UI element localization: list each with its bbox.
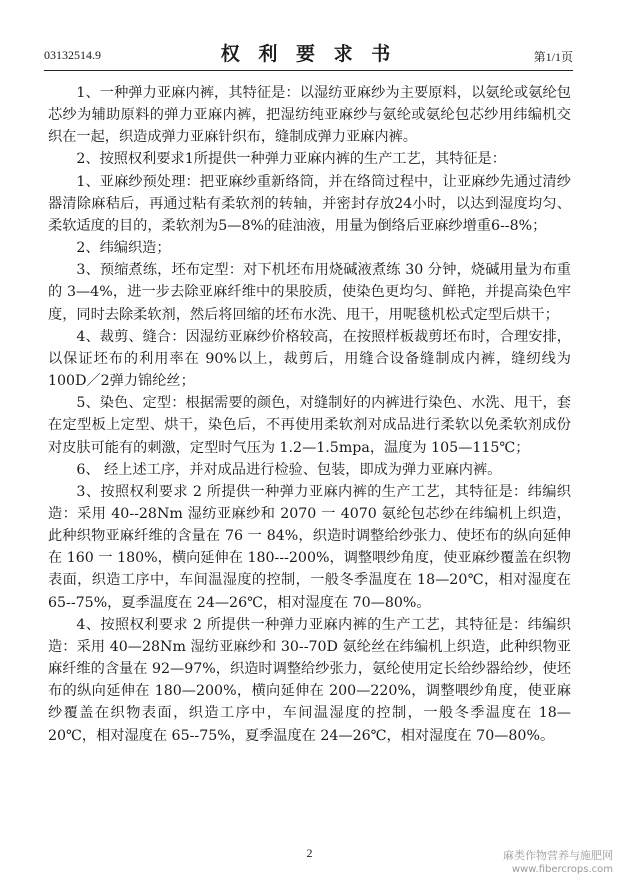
claims-body	[48, 82, 571, 747]
claim-2-step-4: 4、裁剪、缝合：因湿纺亚麻纱价格较高，在按照样板裁剪坯布时，合理安排，以保证坯布的利用率在 90%以上，裁剪后，用缝合设备缝制成内裤，缝纫线为100D／2弹力锦纶丝；	[48, 328, 571, 390]
claim-2: 2、按照权利要求1所提供一种弹力亚麻内裤的生产工艺，其特征是：	[76, 151, 506, 168]
page-indicator: 第1/1页	[533, 50, 573, 64]
claim-4: 4、按照权利要求 2 所提供一种弹力亚麻内裤的生产工艺，其特征是：纬编织造：采用 40—28Nm 湿纺亚麻纱和 30--70D 氨纶丝在纬编机上织造，此种织物亚麻纤维的含量在 92—97%，织造时调整给纱张力，氨纶使用定长给纱器给纱，使坯布的纵向延伸在 180—200%，横向延伸在 200—220%，调整喂纱角度，使亚麻纱覆盖在织物表面，织造工序中，车间温湿度的控制，一般冬季温度在 18—20℃，相对湿度在 65--75%，夏季温度在 24—26℃，相对湿度在 70—80%。	[48, 616, 571, 744]
page-number: 2	[306, 846, 313, 860]
claim-2-step-5: 5、染色、定型：根据需要的颜色，对缝制好的内裤进行染色、水洗、甩干，套在定型板上定型、烘干，染色后，不再使用柔软剂对成品进行柔软以免柔软剂成份对皮肤可能有的刺激，定型时气压为 1.2—1.5mpa，温度为 105—115℃；	[48, 395, 571, 456]
claim-2-step-2: 2、纬编织造；	[76, 240, 171, 257]
page-header	[44, 36, 573, 66]
site-watermark	[503, 849, 613, 877]
header-rule	[44, 70, 573, 71]
watermark-url: www.fibercrops.com	[511, 864, 613, 875]
document-title: 权 利 要 求 书	[220, 43, 397, 65]
watermark-site-name: 麻类作物营养与施肥网	[503, 849, 613, 862]
claim-2-step-3: 3、预缩煮练，坯布定型：对下机坯布用烧碱液煮练 30 分钟，烧碱用量为布重的 3—4%，进一步去除亚麻纤维中的果胶质，使染色更均匀、鲜艳，并提高染色牢度，同时去除柔软剂，然后将回缩的坯布水洗、甩干，用呢毯机松式定型后烘干；	[48, 262, 571, 323]
document-number: 03132514.9	[44, 48, 101, 62]
claim-2-step-1: 1、亚麻纱预处理：把亚麻纱重新络筒，并在络筒过程中，让亚麻纱先通过清纱器清除麻秸后，再通过粘有柔软剂的转轴，并密封存放24小时，以达到湿度均匀、柔软适度的目的，柔软剂为5—8%的硅油液，用量为倒络后亚麻纱增重6--8%；	[48, 173, 571, 234]
claim-3: 3、按照权利要求 2 所提供一种弹力亚麻内裤的生产工艺，其特征是：纬编织造：采用 40--28Nm 湿纺亚麻纱和 2070 一 4070 氨纶包芯纱在纬编机上织造，此种织物亚麻纤维的含量在 76 一 84%，织造时调整给纱张力、使坯布的纵向延伸在 160 一 180%，横向延伸在 180---200%，调整喂纱角度，使亚麻纱覆盖在织物表面，织造工序中，车间温湿度的控制，一般冬季温度在 18—20℃，相对湿度在 65--75%，夏季温度在 24—26℃，相对湿度在 70—80%。	[48, 483, 571, 611]
claim-2-step-6: 6、 经上述工序，并对成品进行检验、包装，即成为弹力亚麻内裤。	[76, 461, 502, 478]
claim-1: 1、一种弹力亚麻内裤，其特征是：以湿纺亚麻纱为主要原料，以氨纶或氨纶包芯纱为辅助原料的弹力亚麻内裤，把湿纺纯亚麻纱与氨纶或氨纶包芯纱用纬编机交织在一起，织造成弹力亚麻针织布，缝制成弹力亚麻内裤。	[48, 85, 571, 146]
